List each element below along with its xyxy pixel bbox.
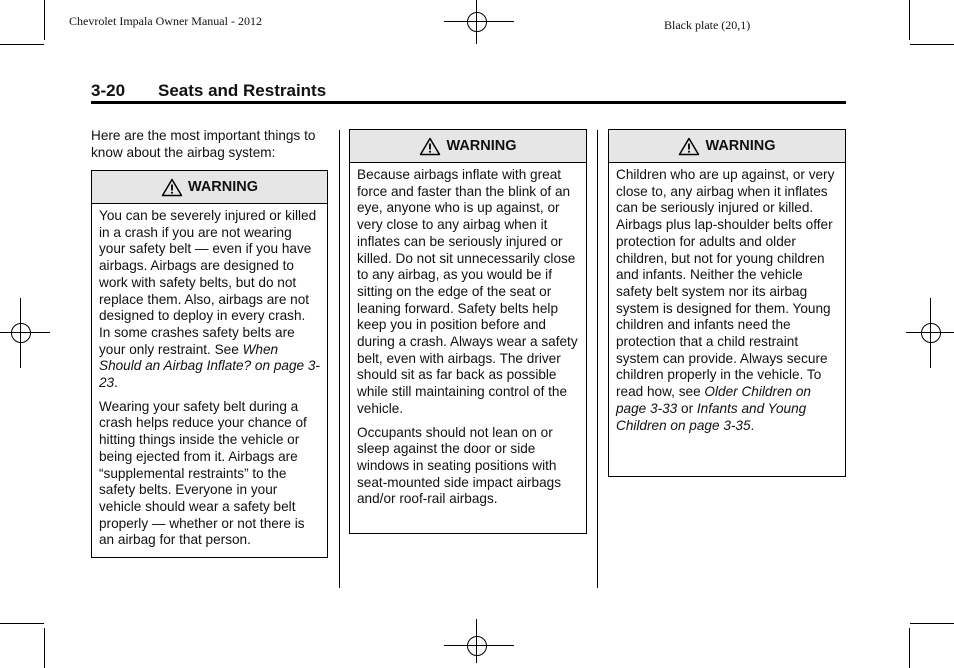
warning-paragraph — [616, 167, 838, 434]
cross-reference: Infants and Young Children on page 3-35 — [616, 400, 807, 433]
warning-box — [91, 170, 328, 558]
warning-header — [350, 130, 586, 163]
warning-title: WARNING — [187, 179, 259, 195]
cross-reference: When Should an Airbag Inflate? on page 3-23 — [99, 341, 320, 391]
warning-paragraph: Wearing your safety belt during a crash helps reduce your chance of hitting things inside the vehicle or being ejected from it. Airbags are “supplemental restraints” to the safety belts. Everyone in your vehicle should wear a safety belt properly — whether or not there is an airbag for that person. — [99, 398, 307, 548]
registration-mark-icon — [460, 629, 494, 663]
warning-title: WARNING — [705, 138, 776, 154]
warning-box — [608, 129, 846, 477]
warning-paragraph: Occupants should not lean on or sleep against the door or side windows in seating positions with seat-mounted side impact airbags and/or roof-rail airbags. — [357, 424, 562, 507]
warning-triangle-icon — [419, 137, 441, 156]
warning-body — [92, 204, 327, 555]
crop-mark — [44, 628, 45, 668]
column-divider — [339, 130, 340, 588]
warning-body — [609, 163, 845, 440]
warning-text: . — [114, 375, 118, 391]
warning-header — [92, 171, 327, 204]
crop-mark — [910, 44, 954, 45]
warning-triangle-icon — [161, 178, 183, 197]
crop-mark — [910, 623, 954, 624]
warning-text: Children who are up against, or very close to, any airbag when it inflates can be seriously injured or killed. Airbags plus lap-shoulder belts offer protection for adults and older children, but not for young children and infants. Neither the vehicle safety belt system nor its airbag system is designed for them. Young children and infants need the protection that a child restraint system can provide. Always secure children properly in the vehicle. To read how, see — [616, 167, 835, 400]
warning-body — [350, 163, 586, 514]
column-divider — [597, 130, 598, 588]
registration-mark-icon — [460, 5, 494, 39]
crop-mark — [909, 628, 910, 668]
warning-text: You can be severely injured or killed in a crash if you are not wearing your safety belt — even if you have airbags. Airbags are designed to work with safety belts, but do not replace them. Also, airbags are not designed to deploy in every crash. In some crashes safety belts are your only restraint. See — [99, 208, 317, 357]
page-number: 3-20 — [91, 81, 126, 100]
warning-paragraph: Because airbags inflate with great force and faster than the blink of an eye, anyone who is up against, or very close to any airbag when it inflates can be seriously injured or killed. Do not sit unnecessarily close to any airbag, as you would be if sitting on the edge of the seat or leaning forward. Safety belts help keep you in position before and during a crash. Always wear a safety belt, even with airbags. The driver should sit as far back as possible while still maintaining control of the vehicle. — [357, 167, 578, 416]
crop-mark — [0, 623, 44, 624]
crop-mark — [0, 44, 44, 45]
warning-paragraph — [99, 208, 320, 392]
crop-mark — [909, 0, 910, 40]
cross-reference: Older Children on page 3-33 — [616, 384, 811, 416]
warning-triangle-icon — [678, 137, 700, 156]
manual-header: Chevrolet Impala Owner Manual - 2012 — [69, 14, 262, 28]
crop-mark — [44, 0, 45, 40]
registration-mark-icon — [914, 316, 948, 350]
plate-label: Black plate (20,1) — [664, 18, 751, 32]
registration-mark-icon — [4, 316, 38, 350]
warning-text: . — [750, 417, 755, 433]
warning-text: or — [677, 400, 697, 416]
intro-text: Here are the most important things to know about the airbag system: — [91, 128, 316, 160]
section-title: Seats and Restraints — [158, 81, 327, 100]
heading-rule — [91, 101, 846, 104]
section-heading — [91, 81, 326, 101]
warning-box — [349, 129, 587, 534]
warning-header — [609, 130, 845, 163]
warning-title: WARNING — [446, 138, 517, 154]
